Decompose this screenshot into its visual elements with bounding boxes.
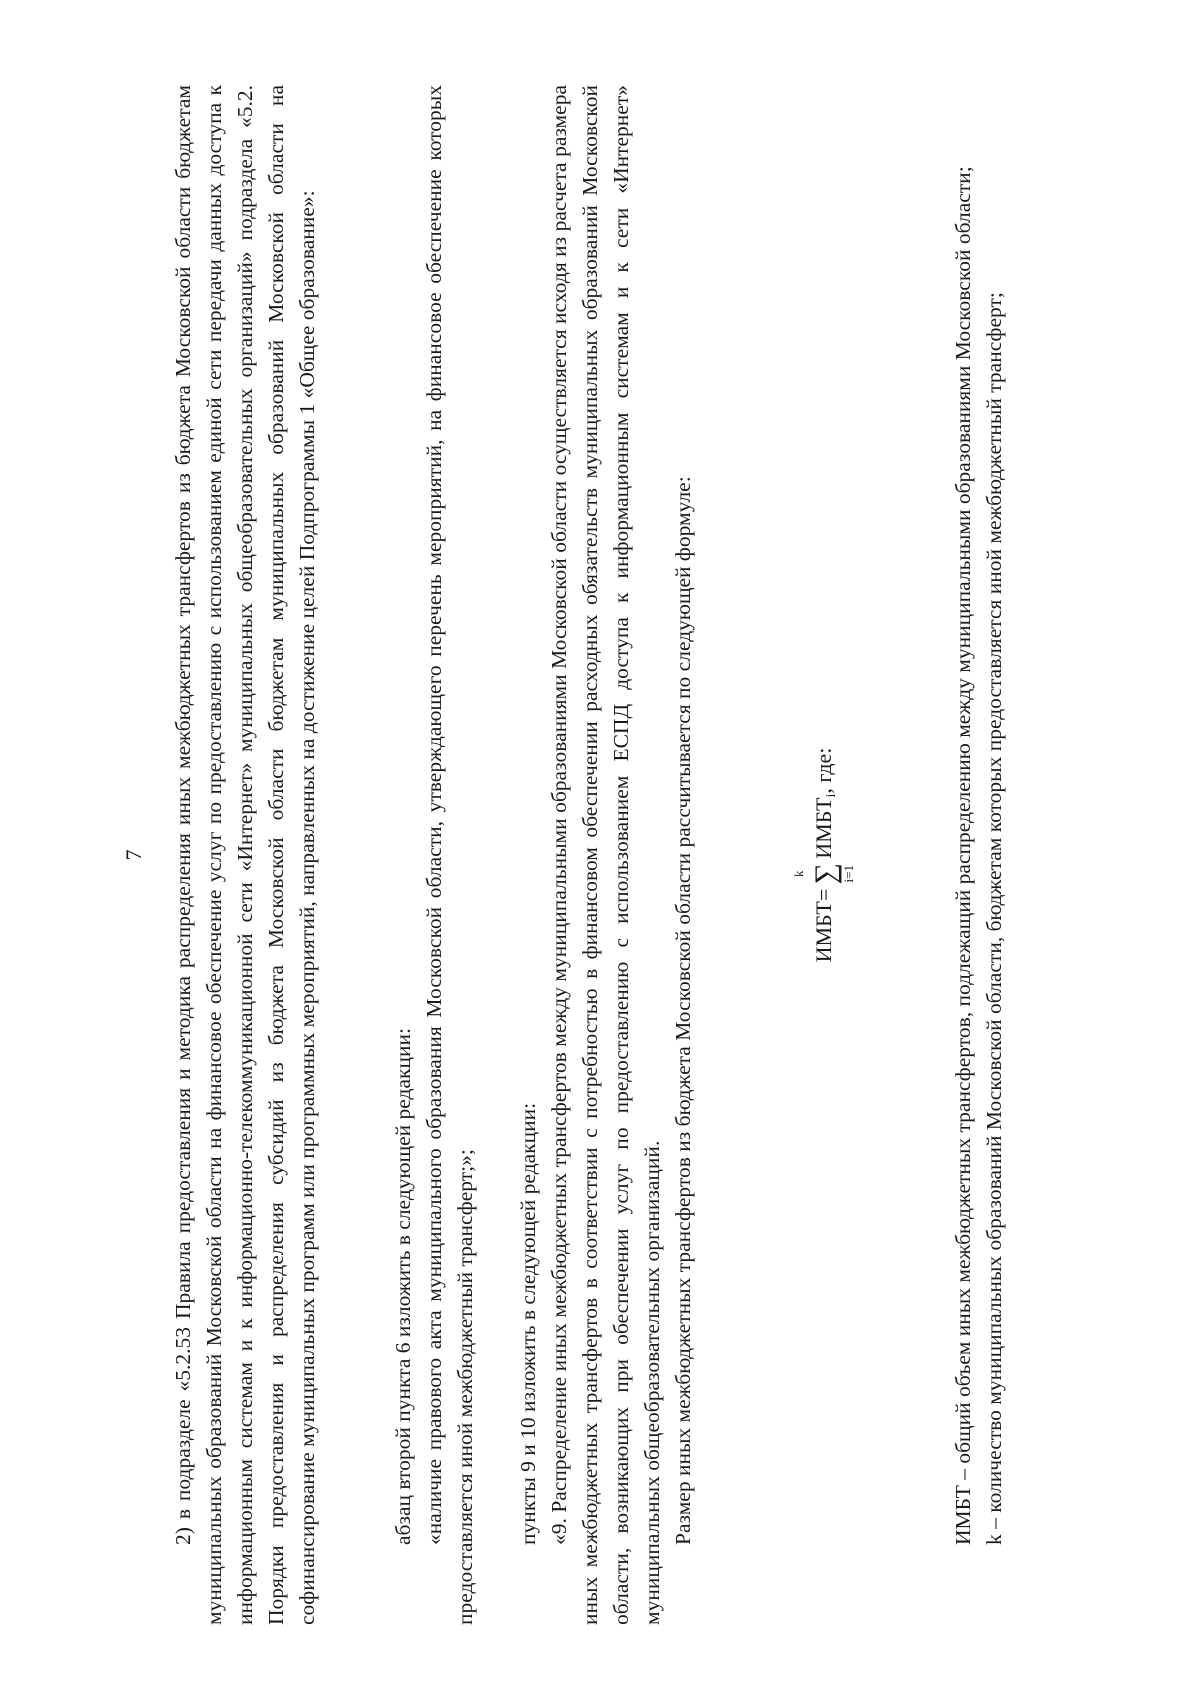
section-amendment-2	[168, 85, 323, 1625]
definition-k: k – количество муниципальных образований Московской области, бюджетам которых предоставляется иной межбюджетный трансферт;	[982, 292, 1006, 1545]
sigma-symbol: ∑	[809, 863, 842, 885]
definition-imbt: ИМБТ – общий объем иных межбюджетных трансфертов, подлежащий распределению между муниципальными образованиями Московской области;	[951, 166, 975, 1545]
paragraph-item-6-intro: абзац второй пункта 6 изложить в следующей редакции:	[391, 1028, 415, 1545]
formula-term-index: i	[824, 793, 839, 798]
sum-sign	[791, 863, 856, 885]
paragraph-item-9: «9. Распределение иных межбюджетных трансфертов между муниципальными образованиями Московской области осуществляется исходя из расчета размера иных межбюджетных трансфертов в соответствии с потребностью в финансовом обеспечении расходных обязательств муниципальных образований Московской области, возникающих при обеспечении услуг по предоставлению с использованием ЕСПД доступа к информационным системам и к сети «Интернет» муниципальных общеобразовательных организаций.	[547, 85, 664, 1625]
formula-tail: , где:	[811, 747, 836, 794]
sum-lower-limit: i=1	[841, 865, 856, 883]
paragraph-items-9-10-intro: пункты 9 и 10 изложить в следующей редакции:	[516, 1102, 540, 1545]
formula-equals: =	[811, 888, 836, 902]
page-number: 7	[121, 849, 146, 861]
section-items-9-10	[513, 85, 699, 1625]
rotated-page-content	[118, 85, 1078, 1625]
section-definitions	[948, 85, 1010, 1625]
section-item-6	[388, 85, 481, 1625]
formula-term: ИМБТ	[811, 797, 836, 859]
sum-upper-limit: k	[791, 870, 806, 877]
formula-imbt	[791, 85, 878, 1625]
paragraph-formula-intro: Размер иных межбюджетных трансфертов из бюджета Московской области рассчитывается по следующей формуле:	[671, 476, 695, 1545]
paragraph-item-6-text: «наличие правового акта муниципального образования Московской области, утверждающего перечень мероприятий, на финансовое обеспечение которых предоставляется иной межбюджетный трансферт;»;	[422, 85, 477, 1625]
paragraph-subsection-5-2-53: 2) в подразделе «5.2.53 Правила предоставления и методика распределения иных межбюджетных трансфертов из бюджета Московской области бюджетам муниципальных образований Московской области на финансовое обеспечение услуг по предоставлению с использованием единой сети передачи данных доступа к информационным системам и к информационно-телекоммуникационной сети «Интернет» муниципальных общеобразовательных организаций» подраздела «5.2. Порядки предоставления и распределения субсидий из бюджета Московской области бюджетам муниципальных образований Московской области на софинансирование муниципальных программ или программных мероприятий, направленных на достижение целей Подпрограммы 1 «Общее образование»:	[171, 85, 319, 1625]
formula-lhs: ИМБТ	[811, 901, 836, 963]
